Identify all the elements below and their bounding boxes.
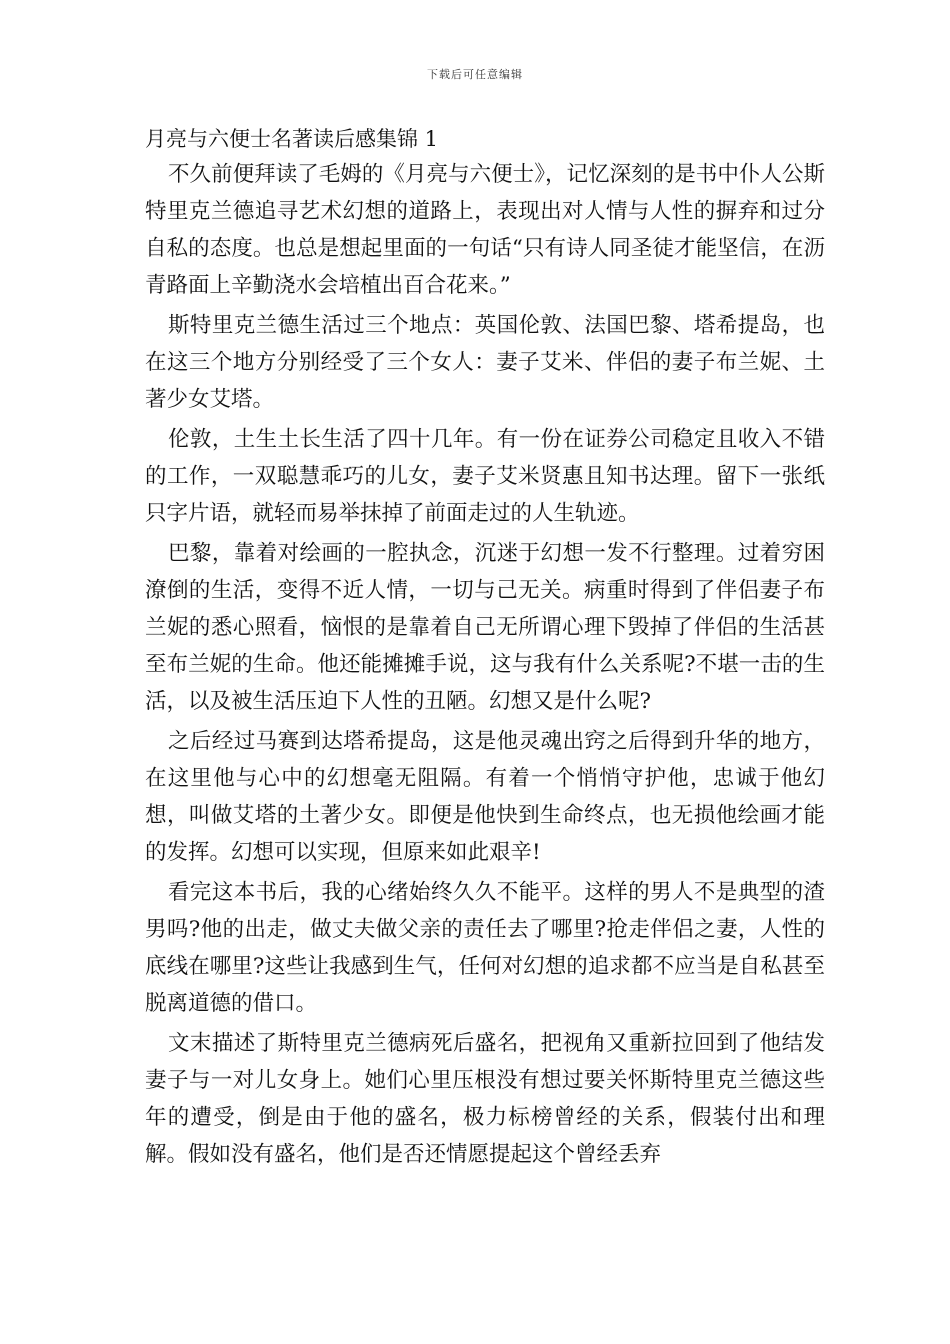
paragraph: 看完这本书后，我的心绪始终久久不能平。这样的男人不是典型的渣男吗?他的出走，做丈夫做父亲的责任去了哪里?抢走伴侣之妻，人性的底线在哪里?这些让我感到生气，任何对幻想的追求都不应当是自私甚至脱离道德的借口。	[145, 880, 825, 1016]
paragraph: 斯特里克兰德生活过三个地点：英国伦敦、法国巴黎、塔希提岛，也在这三个地方分别经受了三个女人：妻子艾米、伴侣的妻子布兰妮、土著少女艾塔。	[145, 313, 825, 412]
paragraph: 之后经过马赛到达塔希提岛，这是他灵魂出窍之后得到升华的地方，在这里他与心中的幻想毫无阻隔。有着一个悄悄守护他，忠诚于他幻想，叫做艾塔的土著少女。即便是他快到生命终点，也无损他绘画才能的发挥。幻想可以实现，但原来如此艰辛!	[145, 729, 825, 865]
paragraph: 文末描述了斯特里克兰德病死后盛名，把视角又重新拉回到了他结发妻子与一对儿女身上。她们心里压根没有想过要关怀斯特里克兰德这些年的遭受，倒是由于他的盛名，极力标榜曾经的关系，假装付出和理解。假如没有盛名，他们是否还情愿提起这个曾经丢弃	[145, 1031, 825, 1167]
paragraph: 巴黎，靠着对绘画的一腔执念，沉迷于幻想一发不行整理。过着穷困潦倒的生活，变得不近人情，一切与己无关。病重时得到了伴侣妻子布兰妮的悉心照看，恼恨的是靠着自己无所谓心理下毁掉了伴侣的生活甚至布兰妮的生命。他还能摊摊手说，这与我有什么关系呢?不堪一击的生活，以及被生活压迫下人性的丑陋。幻想又是什么呢?	[145, 541, 825, 714]
document-body	[145, 156, 825, 1176]
paragraph: 伦敦，土生土长生活了四十几年。有一份在证券公司稳定且收入不错的工作，一双聪慧乖巧的儿女，妻子艾米贤惠且知书达理。留下一张纸只字片语，就轻而易举抹掉了前面走过的人生轨迹。	[145, 427, 825, 526]
document-title: 月亮与六便士名著读后感集锦 1	[145, 127, 439, 151]
paragraph: 不久前便拜读了毛姆的《月亮与六便士》，记忆深刻的是书中仆人公斯特里克兰德追寻艺术幻想的道路上，表现出对人情与人性的摒弃和过分自私的态度。也总是想起里面的一句话“只有诗人同圣徒才能坚信，在沥青路面上辛勤浇水会培植出百合花来。”	[145, 162, 825, 298]
page-header-note: 下载后可任意编辑	[427, 68, 523, 81]
